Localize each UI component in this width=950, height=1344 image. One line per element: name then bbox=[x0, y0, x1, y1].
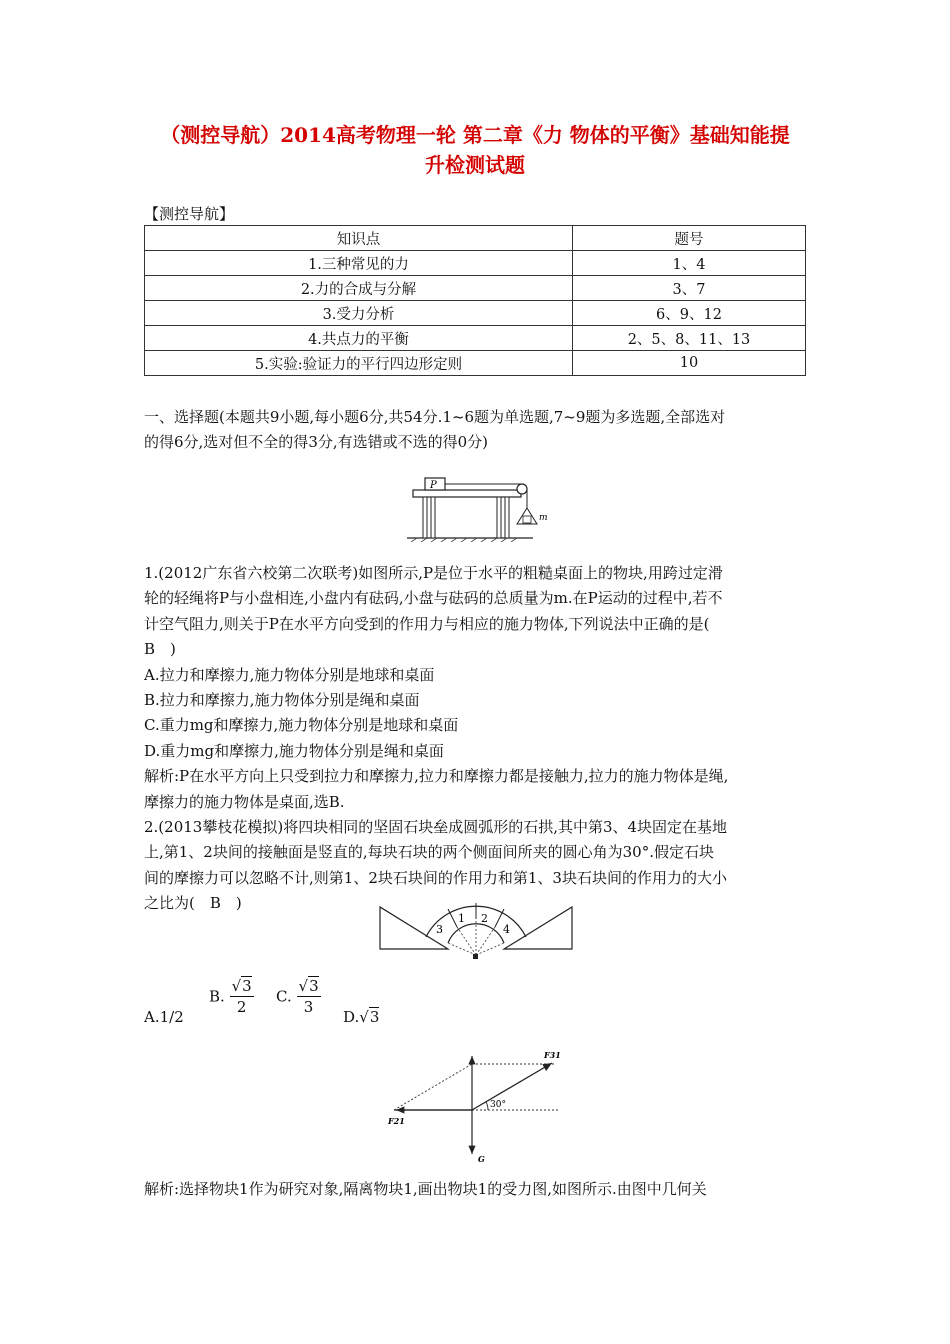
header-question-no: 题号 bbox=[573, 226, 806, 251]
table-row bbox=[145, 301, 806, 326]
q2-line-2: 上,第1、2块间的接触面是竖直的,每块石块的两个侧面间所夹的圆心角为30°.假定石块 bbox=[144, 843, 714, 862]
cell-question-no: 2、5、8、11、13 bbox=[573, 326, 806, 351]
stone-label-1: 1 bbox=[458, 912, 465, 925]
q1-option-a: A.拉力和摩擦力,施力物体分别是地球和桌面 bbox=[144, 665, 435, 684]
q1-line-3: 计空气阻力,则关于P在水平方向受到的作用力与相应的施力物体,下列说法中正确的是( bbox=[144, 614, 710, 633]
document-title bbox=[120, 120, 830, 180]
section-1-intro bbox=[144, 405, 814, 456]
header-knowledge: 知识点 bbox=[145, 226, 573, 251]
cell-question-no: 10 bbox=[573, 351, 806, 376]
q2-option-d bbox=[343, 1008, 379, 1026]
q2-line-3: 间的摩擦力可以忽略不计,则第1、2块石块间的作用力和第1、3块石块间的作用力的大小 bbox=[144, 868, 727, 887]
denominator: 2 bbox=[236, 998, 247, 1016]
label-f31: F31 bbox=[544, 1050, 561, 1060]
title-line-2: 升检测试题 bbox=[425, 153, 525, 177]
q1-option-d: D.重力mg和摩擦力,施力物体分别是绳和桌面 bbox=[144, 741, 444, 760]
label-f21: F21 bbox=[388, 1116, 405, 1126]
figure-stone-arch bbox=[378, 903, 574, 961]
q2-analysis: 解析:选择物块1作为研究对象,隔离物块1,画出物块1的受力图,如图所示.由图中几何关 bbox=[144, 1180, 707, 1198]
q2-option-b-prefix: B. bbox=[209, 987, 225, 1006]
cell-question-no: 3、7 bbox=[573, 276, 806, 301]
stone-label-4: 4 bbox=[503, 923, 510, 936]
table-row bbox=[145, 276, 806, 301]
cell-knowledge: 2.力的合成与分解 bbox=[145, 276, 573, 301]
knowledge-table bbox=[144, 225, 806, 376]
q2-option-a: A.1/2 bbox=[144, 1008, 184, 1026]
stone-label-3: 3 bbox=[436, 923, 443, 936]
figure-force-diagram bbox=[384, 1046, 580, 1166]
section-1-line-1: 一、选择题(本题共9小题,每小题6分,共54分.1~6题为单选题,7~9题为多选题,全部选对 bbox=[144, 408, 726, 426]
sqrt-sign: √ bbox=[298, 977, 309, 995]
label-p: P bbox=[430, 480, 437, 491]
table-row bbox=[145, 326, 806, 351]
sqrt-sign: √ bbox=[359, 1008, 369, 1026]
question-1 bbox=[144, 561, 814, 917]
q2-option-d-prefix: D. bbox=[343, 1008, 360, 1026]
section-1-line-2: 的得6分,选对但不全的得3分,有选错或不选的得0分) bbox=[144, 433, 489, 452]
nav-label: 【测控导航】 bbox=[144, 205, 235, 223]
table-row bbox=[145, 251, 806, 276]
cell-question-no: 6、9、12 bbox=[573, 301, 806, 326]
fraction-sqrt3-over-2 bbox=[230, 976, 254, 1017]
cell-knowledge: 1.三种常见的力 bbox=[145, 251, 573, 276]
q2-option-b bbox=[209, 976, 254, 1017]
q1-analysis-line-1: 解析:P在水平方向上只受到拉力和摩擦力,拉力和摩擦力都是接触力,拉力的施力物体是绳, bbox=[144, 767, 729, 786]
table-header-row bbox=[145, 226, 806, 251]
q1-line-1: 1.(2012广东省六校第二次联考)如图所示,P是位于水平的粗糙桌面上的物块,用跨过定滑 bbox=[144, 564, 723, 582]
fraction-sqrt3-over-3 bbox=[297, 976, 321, 1017]
label-g: G bbox=[478, 1154, 485, 1164]
radicand: 3 bbox=[242, 977, 252, 995]
cell-knowledge: 3.受力分析 bbox=[145, 301, 573, 326]
q1-option-b: B.拉力和摩擦力,施力物体分别是绳和桌面 bbox=[144, 691, 420, 710]
cell-knowledge: 5.实验:验证力的平行四边形定则 bbox=[145, 351, 573, 376]
q2-option-c-prefix: C. bbox=[276, 987, 292, 1006]
q1-line-2: 轮的轻绳将P与小盘相连,小盘内有砝码,小盘与砝码的总质量为m.在P运动的过程中,若不 bbox=[144, 589, 723, 608]
q2-option-c bbox=[276, 976, 321, 1017]
sqrt-sign: √ bbox=[231, 977, 242, 995]
figure-table-pulley bbox=[405, 474, 555, 542]
q1-line-4: B ) bbox=[144, 640, 176, 659]
label-m: m bbox=[539, 513, 548, 523]
q2-line-4: 之比为( B ) bbox=[144, 894, 242, 913]
q1-option-c: C.重力mg和摩擦力,施力物体分别是地球和桌面 bbox=[144, 716, 459, 735]
denominator: 3 bbox=[303, 998, 314, 1016]
title-line-1: （测控导航）2014高考物理一轮 第二章《力 物体的平衡》基础知能提 bbox=[160, 123, 790, 147]
radicand: 3 bbox=[309, 977, 319, 995]
q2-line-1: 2.(2013攀枝花模拟)将四块相同的坚固石块垒成圆弧形的石拱,其中第3、4块固定在基地 bbox=[144, 818, 728, 837]
cell-question-no: 1、4 bbox=[573, 251, 806, 276]
stone-label-2: 2 bbox=[481, 912, 488, 925]
cell-knowledge: 4.共点力的平衡 bbox=[145, 326, 573, 351]
angle-label: 30° bbox=[490, 1100, 506, 1110]
table-row bbox=[145, 351, 806, 376]
q1-analysis-line-2: 摩擦力的施力物体是桌面,选B. bbox=[144, 792, 345, 811]
radicand: 3 bbox=[369, 1008, 380, 1026]
